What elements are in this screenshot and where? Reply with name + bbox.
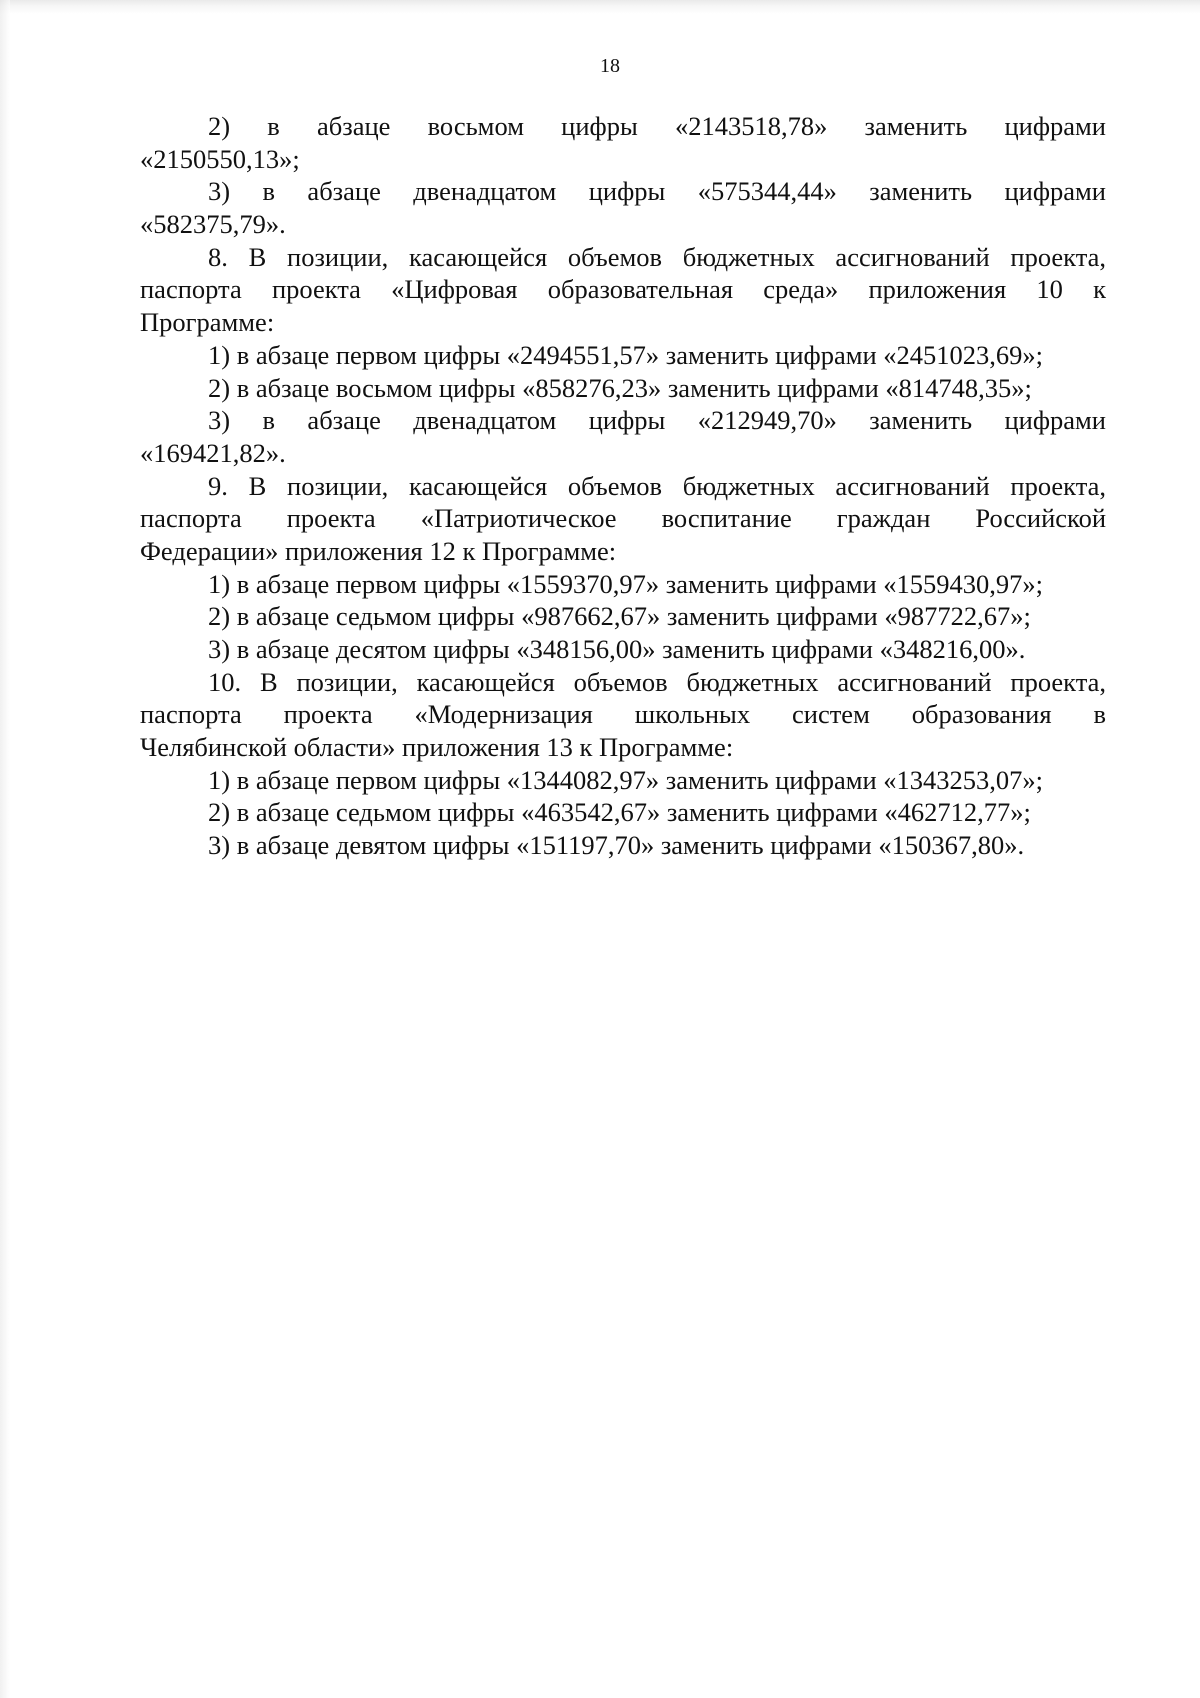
- scan-edge-left: [0, 0, 10, 1698]
- text-line: 9. В позиции, касающейся объемов бюджетных ассигнований проекта,: [208, 470, 1106, 501]
- text-line: «169421,82».: [140, 437, 286, 468]
- text-line: «2150550,13»;: [140, 143, 300, 174]
- text-line: 2) в абзаце восьмом цифры «858276,23» заменить цифрами «814748,35»;: [208, 372, 1032, 403]
- text-line: 3) в абзаце десятом цифры «348156,00» заменить цифрами «348216,00».: [208, 634, 1026, 664]
- text-line: 2) в абзаце восьмом цифры «2143518,78» заменить цифрами: [208, 111, 1106, 141]
- text-line: паспорта проекта «Цифровая образовательная среда» приложения 10 к: [140, 274, 1106, 305]
- text-line: 2) в абзаце седьмом цифры «987662,67» заменить цифрами «987722,67»;: [208, 601, 1031, 632]
- scan-edge-top: [0, 0, 1200, 14]
- text-line: 1) в абзаце первом цифры «1559370,97» заменить цифрами «1559430,97»;: [208, 568, 1044, 599]
- text-line: 3) в абзаце двенадцатом цифры «575344,44» заменить цифрами: [208, 176, 1106, 207]
- text-line: 3) в абзаце девятом цифры «151197,70» заменить цифрами «150367,80».: [208, 830, 1025, 861]
- text-line: Федерации» приложения 12 к Программе:: [140, 535, 617, 566]
- text-line: 10. В позиции, касающейся объемов бюджетных ассигнований проекта,: [208, 666, 1106, 697]
- text-line: 1) в абзаце первом цифры «2494551,57» заменить цифрами «2451023,69»;: [208, 339, 1044, 370]
- text-line: 8. В позиции, касающейся объемов бюджетных ассигнований проекта,: [208, 241, 1106, 272]
- text-line: «582375,79».: [140, 209, 286, 240]
- document-body: [140, 110, 1106, 862]
- text-line: 3) в абзаце двенадцатом цифры «212949,70» заменить цифрами: [208, 405, 1106, 436]
- text-line: паспорта проекта «Патриотическое воспитание граждан Российской: [140, 503, 1106, 534]
- text-line: 1) в абзаце первом цифры «1344082,97» заменить цифрами «1343253,07»;: [208, 764, 1044, 795]
- text-line: Программе:: [140, 307, 275, 338]
- text-line: Челябинской области» приложения 13 к Программе:: [140, 732, 734, 763]
- page-number: 18: [600, 55, 620, 77]
- text-line: паспорта проекта «Модернизация школьных систем образования в: [140, 699, 1106, 730]
- text-line: 2) в абзаце седьмом цифры «463542,67» заменить цифрами «462712,77»;: [208, 797, 1031, 828]
